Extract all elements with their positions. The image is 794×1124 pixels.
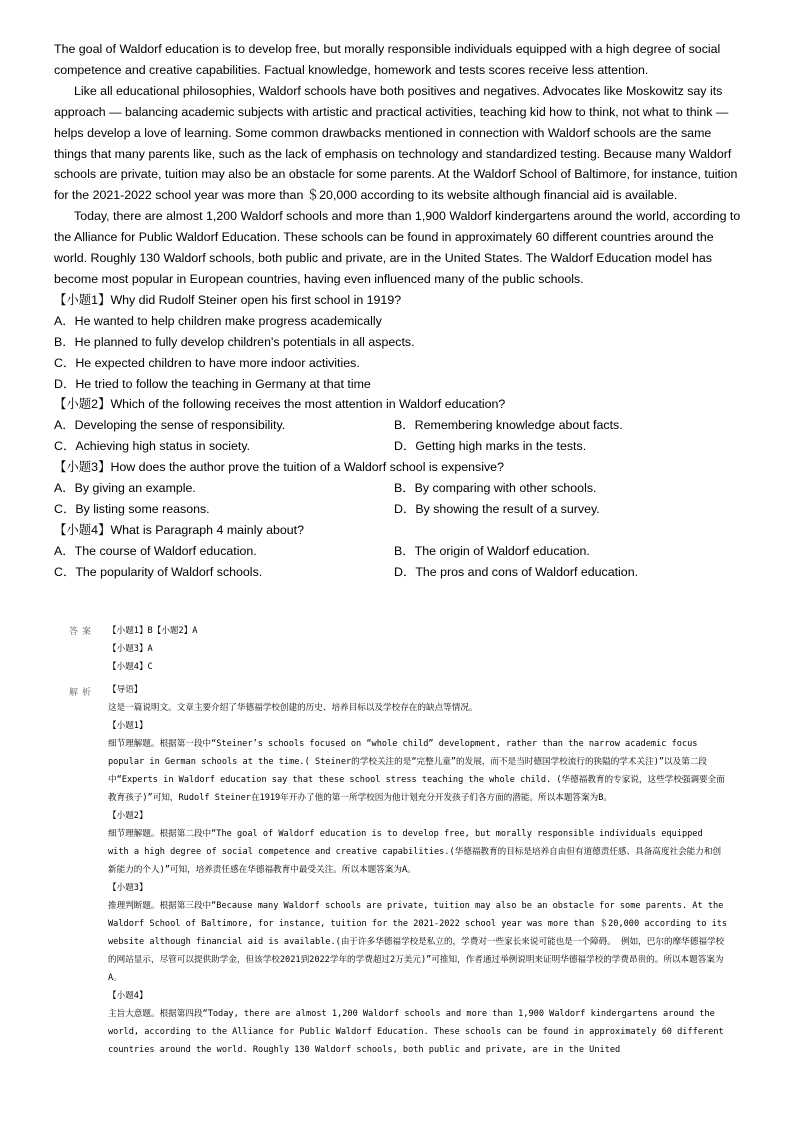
explanation-text: 这是一篇说明文。文章主要介绍了华德福学校创建的历史、培养目标以及学校存在的缺点等情况。 (108, 703, 478, 713)
answer-block (108, 622, 748, 676)
option-c: C．The popularity of Waldorf schools. (54, 564, 263, 579)
option-b: B．The origin of Waldorf education. (394, 543, 590, 558)
option-a: A．Developing the sense of responsibility. (54, 418, 286, 433)
explanation-heading: 【小题4】 (108, 991, 148, 1001)
options-list (54, 541, 744, 583)
answer-line: 【小题3】A (108, 644, 153, 654)
explanation-heading: 【小题2】 (108, 811, 148, 821)
explanation-text: 主旨大意题。根据第四段“Today, there are almost 1,200 Waldorf schools and more than 1,900 Waldorf kindergartens around the world, according to the Alliance for Public Waldorf Education. These schools can be found in approximately 60 different countries around the world. Roughly 130 Waldorf schools, both public and private, are in the United (108, 1009, 724, 1055)
option-c: C．By listing some reasons. (54, 501, 210, 516)
passage-paragraph-2: Like all educational philosophies, Waldorf schools have both positives and negatives. Advocates like Moskowitz say its approach — balancing academic subjects with artistic and practical activities, teaching kid how to think, not what to think — helps develop a love of learning. Some common drawbacks mentioned in connection with Waldorf schools are the same things that many parents like, such as the lack of emphasis on technology and standardized testing. Because many Waldorf schools are private, tuition may also be an obstacle for some parents. At the Waldorf School of Baltimore, for instance, tuition for the 2021-2022 school year was more than ＄20,000 according to its website although financial aid is available. (54, 83, 738, 203)
question-stem: 【小题3】How does the author prove the tuition of a Waldorf school is expensive? (54, 460, 504, 475)
question-stem: 【小题4】What is Paragraph 4 mainly about? (54, 522, 304, 537)
option-d: D．By showing the result of a survey. (394, 501, 600, 516)
answer-line: 【小题1】B【小题2】A (108, 626, 198, 636)
explanation-text: 推理判断题。根据第三段中“Because many Waldorf schools are private, tuition may also be an obstacle for some parents. At the Waldorf School of Baltimore, for instance, tuition for the 2021-2022 school year was more than ＄20,000 according to its website although financial aid is available.(由于许多华德福学校是私立的，学费对一些家长来说可能也是一个障碍。 例如，巴尔的摩华德福学校的网站显示，尽管可以提供助学金，但该学校2021到2022学年的学费超过2万美元)”可推知，作者通过举例说明来证明华德福学校的学费昂贵的。所以本题答案为A。 (108, 901, 728, 983)
question-2 (54, 394, 744, 457)
option-d: D．He tried to follow the teaching in Germany at that time (54, 376, 371, 391)
answer-line: 【小题4】C (108, 662, 153, 672)
options-list (54, 478, 744, 520)
option-a: A．He wanted to help children make progress academically (54, 313, 382, 328)
question-stem: 【小题1】Why did Rudolf Steiner open his first school in 1919? (54, 292, 402, 307)
passage-paragraph-1: The goal of Waldorf education is to develop free, but morally responsible individuals equipped with a high degree of social competence and creative capabilities. Factual knowledge, homework and tests scores receive less attention. (54, 42, 721, 77)
question-stem: 【小题2】Which of the following receives the most attention in Waldorf education? (54, 397, 506, 412)
explanation-text: 细节理解题。根据第二段中“The goal of Waldorf education is to develop free, but morally responsible individuals equipped with a high degree of social competence and creative capabilities.(华德福教育的目标是培养自由但有道德责任感、具备高度社会能力和创新能力的个人)”可知，培养责任感在华德福教育中最受关注。所以本题答案为A。 (108, 829, 722, 875)
passage-paragraph-3: Today, there are almost 1,200 Waldorf schools and more than 1,900 Waldorf kindergartens around the world, according to the Alliance for Public Waldorf Education. These schools can be found in approximately 60 different countries around the world. Roughly 130 Waldorf schools, both public and private, are in the United States. The Waldorf Education model has become most popular in European countries, having even influenced many of the public schools. (54, 209, 741, 286)
explanation-heading: 【小题1】 (108, 721, 148, 731)
explanation-text: 细节理解题。根据第一段中“Steiner’s schools focused on “whole child” development, rather than the narrow academic focus popular in German schools at the time.( Steiner的学校关注的是“完整儿童”的发展，而不是当时德国学校流行的狭隘的学术关注)”以及第二段中“Experts in Waldorf education say that these school stress teaching the whole child. (华德福教育的专家说，这些学校强调要全面教育孩子)”可知，Rudolf Steiner在1919年开办了他的第一所学校因为他计划充分开发孩子们各方面的潜能。所以本题答案为B。 (108, 739, 725, 803)
option-a: A．By giving an example. (54, 481, 196, 496)
option-d: D．Getting high marks in the tests. (394, 439, 587, 454)
explanation-label: 解析 (69, 688, 96, 698)
option-c: C．Achieving high status in society. (54, 439, 251, 454)
answer-label: 答案 (69, 627, 96, 637)
option-b: B．Remembering knowledge about facts. (394, 418, 623, 433)
options-list (54, 415, 744, 457)
question-3 (54, 457, 744, 520)
option-b: B．He planned to fully develop children's potentials in all aspects. (54, 334, 415, 349)
option-b: B．By comparing with other schools. (394, 481, 597, 496)
option-a: A．The course of Waldorf education. (54, 543, 257, 558)
question-4 (54, 520, 744, 583)
option-c: C．He expected children to have more indoor activities. (54, 355, 360, 370)
options-list (54, 311, 744, 395)
explanation-block (108, 681, 728, 1059)
option-d: D．The pros and cons of Waldorf education. (394, 564, 639, 579)
explanation-heading: 【导语】 (108, 685, 143, 695)
reading-passage (54, 39, 744, 583)
explanation-heading: 【小题3】 (108, 883, 148, 893)
question-1 (54, 290, 744, 395)
